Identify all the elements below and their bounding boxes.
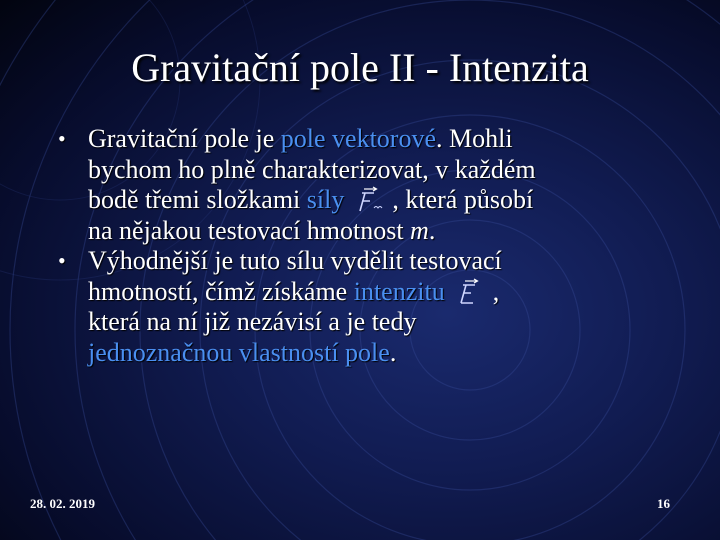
text-line: bychom ho plně charakterizovat, v každém	[88, 154, 536, 184]
slide-title: Gravitační pole II - Intenzita	[131, 45, 589, 90]
text-line	[88, 216, 698, 247]
text-line: která na ní již nezávisí a je tedy	[88, 307, 417, 336]
highlight-pole-vektorove: pole vektorové	[280, 124, 436, 153]
highlight-sily: síly	[306, 185, 345, 214]
mass-symbol: m	[410, 215, 429, 245]
text-span: Gravitační pole je	[88, 124, 281, 153]
highlight-jednoznacnou-vlastnosti-pole: jednoznačnou vlastností pole	[88, 337, 390, 367]
page-number: 16	[657, 496, 670, 511]
bullet-icon: •	[58, 248, 66, 273]
text-line	[88, 124, 698, 155]
highlight-intenzitu: intenzitu	[353, 276, 445, 306]
text-span: .	[389, 337, 397, 367]
text-span: bodě třemi složkami	[88, 185, 307, 214]
intensity-vector-symbol-icon	[449, 278, 489, 306]
bullet-icon: •	[58, 126, 66, 151]
bullet-point-2	[58, 246, 698, 368]
text-line: Výhodnější je tuto sílu vydělit testovací	[88, 246, 502, 275]
text-span: ,	[492, 276, 500, 306]
footer-date: 28. 02. 2019	[30, 496, 95, 511]
text-span: , která působí	[392, 185, 534, 214]
bullet-point-1	[58, 124, 698, 246]
text-span: . Mohli	[436, 124, 513, 153]
text-line	[88, 185, 698, 216]
text-span: .	[428, 215, 436, 245]
text-line	[88, 277, 698, 308]
text-span: hmotností, čímž získáme	[88, 276, 354, 306]
slide-body	[58, 124, 698, 368]
text-span: na nějakou testovací hmotnost	[88, 215, 411, 245]
force-vector-symbol-icon	[348, 186, 388, 214]
text-line	[88, 338, 698, 369]
